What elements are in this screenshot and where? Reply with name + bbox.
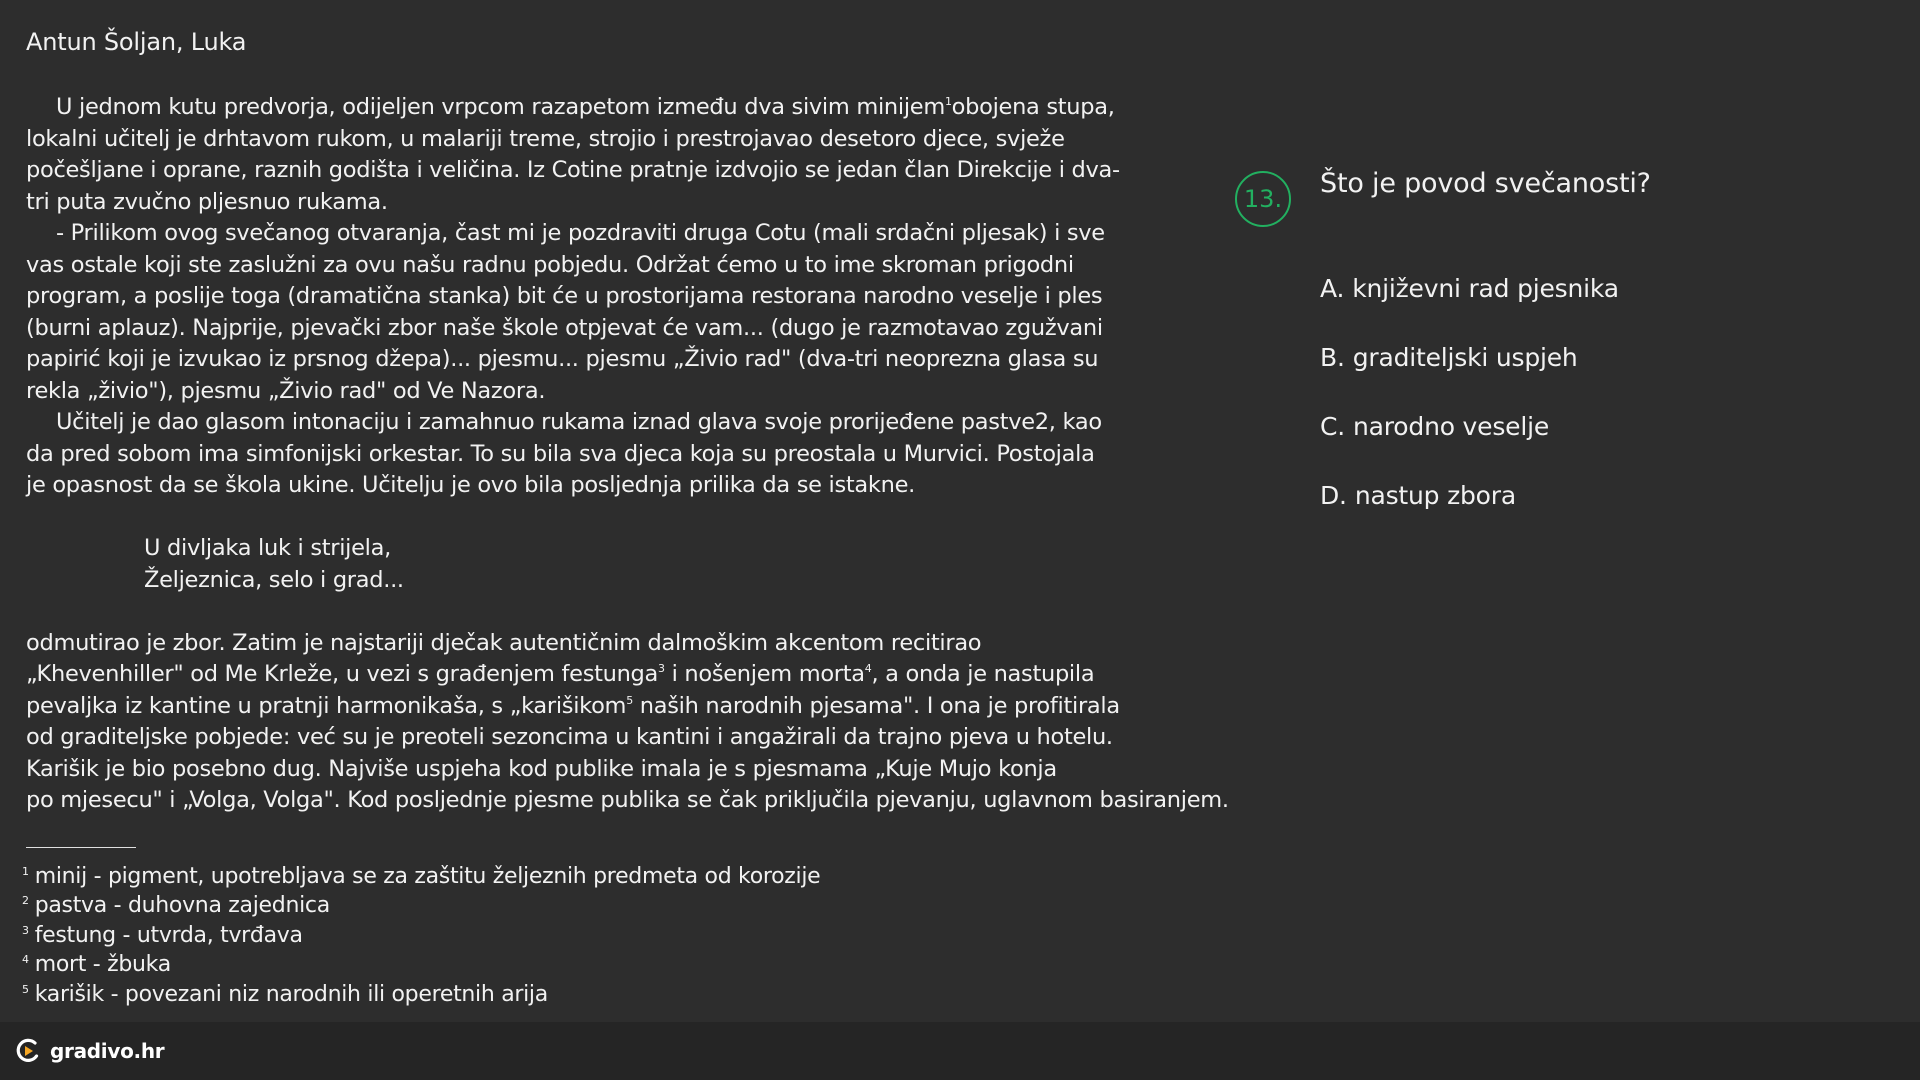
- text-segment: U jednom kutu predvorja, odijeljen vrpcom razapetom između dva sivim minijem: [56, 94, 945, 120]
- brand-name: gradivo.hr: [50, 1039, 165, 1063]
- text-segment: program, a poslije toga (dramatična stanka) bit će u prostorijama restorana narodno veselje i ples: [26, 283, 1103, 309]
- text-segment: pevaljka iz kantine u pratnji harmonikaša, s „karišikom: [26, 692, 627, 719]
- footnote-ref: 3: [658, 662, 665, 675]
- passage-line: [26, 785, 1229, 817]
- footnote-ref: 4: [864, 662, 872, 675]
- text-segment: , a onda je nastupila: [871, 661, 1095, 687]
- passage-line: [26, 470, 1136, 502]
- option-a[interactable]: A. književni rad pjesnika: [1320, 274, 1619, 303]
- passage-line: [26, 250, 1136, 282]
- text-segment: je opasnost da se škola ukine. Učitelju je ovo bila posljednja prilika da se istakne.: [26, 472, 915, 498]
- footnotes: [22, 862, 820, 1009]
- passage-line: [26, 722, 1136, 754]
- passage-line: [26, 407, 1136, 439]
- footnote-item: $^4$ mort - žbuka: [22, 952, 171, 978]
- text-segment: obojena stupa,: [951, 94, 1115, 120]
- passage-line: [26, 92, 1136, 124]
- footnote-ref: 5: [626, 693, 633, 707]
- answer-options: [1320, 272, 1619, 548]
- text-segment: „Khevenhiller" od Me Krleže, u vezi s građenjem festunga: [26, 661, 659, 687]
- passage-line: [26, 376, 1136, 408]
- footnote-item: $^5$ karišik - povezani niz narodnih ili operetnih arija: [22, 981, 548, 1007]
- text-segment: - Prilikom ovog svečanog otvaranja, čast mi je pozdraviti druga Cotu (mali srdačni pljesak) i sve: [56, 220, 1105, 246]
- text-segment: odmutirao je zbor. Zatim je najstariji dječak autentičnim dalmoškim akcentom recitirao: [26, 629, 982, 656]
- question-text: Što je povod svečanosti?: [1320, 168, 1651, 199]
- text-segment: lokalni učitelj je drhtavom rukom, u malariji treme, strojio i prestrojavao desetoro djece, svježe: [26, 125, 1065, 152]
- footnote-item: $^2$ pastva - duhovna zajednica: [22, 893, 330, 919]
- passage-line: [26, 281, 1136, 313]
- text-segment: Karišik je bio posebno dug. Najviše uspjeha kod publike imala je s pjesmama „Kuje Mujo konja: [26, 755, 1057, 782]
- text-segment: Učitelj je dao glasom intonaciju i zamahnuo rukama iznad glava svoje prorijeđene pastve2, kao: [56, 409, 1102, 435]
- footer-bar: [0, 1022, 1920, 1080]
- verse-line: [26, 533, 1136, 565]
- passage-line: [26, 659, 1136, 691]
- source-citation: Antun Šoljan, Luka: [26, 28, 247, 56]
- question-number-badge: 13.: [1235, 171, 1291, 227]
- option-b[interactable]: B. graditeljski uspjeh: [1320, 343, 1578, 372]
- text-segment: (burni aplauz). Najprije, pjevački zbor naše škole otpjevat će vam... (dugo je razmotavao zgužvani: [26, 314, 1103, 341]
- text-segment: počešljane i oprane, raznih godišta i veličina. Iz Cotine pratnje izdvojio se jedan član Direkcije i dva-: [26, 157, 1120, 183]
- brand-link[interactable]: [14, 1037, 164, 1065]
- passage-line: [26, 439, 1136, 471]
- footnote-item: $^3$ festung - utvrda, tvrđava: [22, 922, 303, 948]
- text-segment: Željeznica, selo i grad...: [144, 566, 404, 593]
- text-segment: U divljaka luk i strijela,: [144, 535, 391, 561]
- passage-line: [26, 344, 1136, 376]
- passage-line: [26, 124, 1136, 156]
- passage-line: [26, 691, 1136, 723]
- stanza-gap: [26, 596, 1136, 628]
- text-segment: i nošenjem morta: [664, 661, 865, 687]
- text-segment: papirić koji je izvukao iz prsnog džepa)... pjesmu... pjesmu „Živio rad" (dva-tri neoprezna glasa su: [26, 346, 1099, 372]
- passage-text: [26, 92, 1229, 817]
- text-segment: da pred sobom ima simfonijski orkestar. To su bila sva djeca koja su preostala u Murvici. Postojala: [26, 440, 1095, 467]
- text-segment: od graditeljske pobjede: već su je preoteli sezoncima u kantini i angažirali da trajno pjeva u hotelu.: [26, 724, 1113, 750]
- footnote-ref: 1: [944, 95, 952, 108]
- option-c[interactable]: C. narodno veselje: [1320, 412, 1550, 441]
- gradivo-logo-icon: [14, 1037, 42, 1065]
- option-d[interactable]: D. nastup zbora: [1320, 481, 1516, 510]
- passage-line: [26, 754, 1136, 786]
- text-segment: po mjesecu" i „Volga, Volga". Kod posljednje pjesme publika se čak priključila pjevanju, uglavnom basiranjem.: [26, 787, 1229, 813]
- passage-line: [26, 218, 1136, 250]
- passage-line: [26, 155, 1136, 187]
- footnote-divider: [26, 847, 136, 848]
- verse-line: [26, 565, 1136, 597]
- text-segment: vas ostale koji ste zaslužni za ovu našu radnu pobjedu. Održat ćemo u to ime skroman prigodni: [26, 251, 1074, 278]
- footnote-item: $^1$ minij - pigment, upotrebljava se za zaštitu željeznih predmeta od korozije: [22, 864, 821, 889]
- passage-line: [26, 628, 1136, 660]
- text-segment: naših narodnih pjesama". I ona je profitirala: [632, 692, 1120, 719]
- text-segment: rekla „živio"), pjesmu „Živio rad" od Ve Nazora.: [26, 377, 546, 404]
- stanza-gap: [26, 502, 1136, 534]
- passage-line: [26, 313, 1136, 345]
- passage-line: [26, 187, 1136, 219]
- text-segment: tri puta zvučno pljesnuo rukama.: [26, 188, 388, 215]
